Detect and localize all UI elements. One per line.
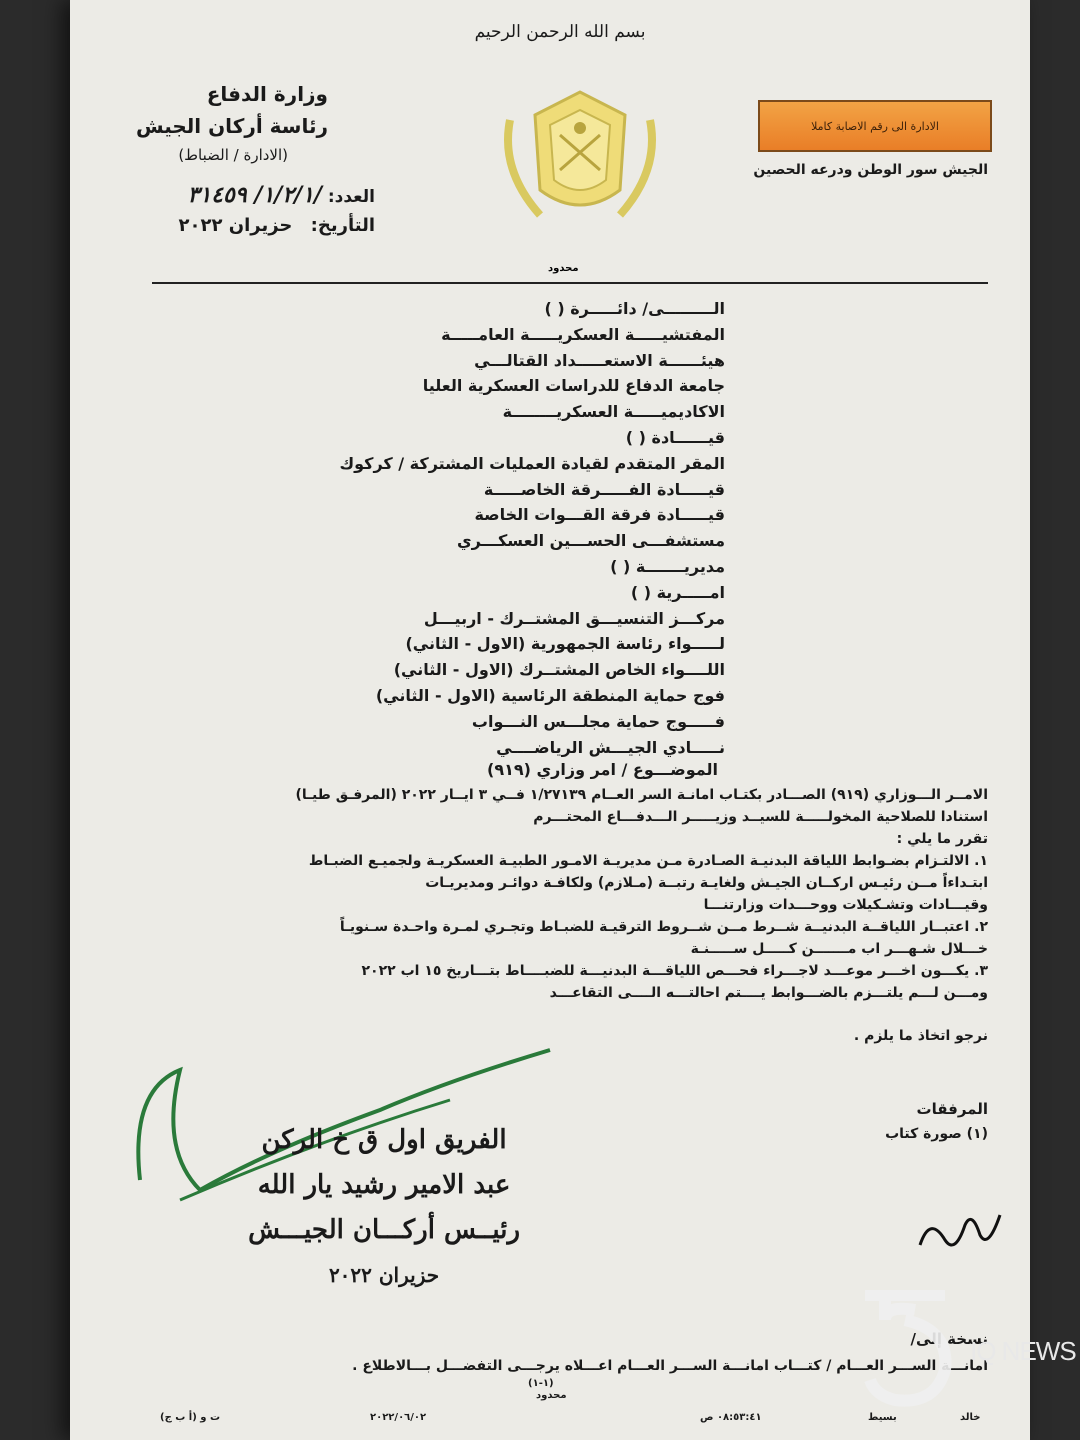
decision-item-2-cont: خـــلال شـهـــر اب مـــــــن كـــــل ســـــنـة bbox=[690, 941, 988, 957]
footer-code: ت و (أ ب ج) bbox=[160, 1412, 221, 1423]
recipient-item: مركـــز التنسيـــق المشتــرك - اربيـــل bbox=[423, 608, 725, 628]
date-label: التأريخ: bbox=[310, 215, 375, 236]
recipient-item: لـــــواء رئاسة الجمهورية (الاول - الثاني) bbox=[405, 634, 725, 654]
watermark-text: IQ NEWS bbox=[970, 1336, 1076, 1366]
recipient-item: فوج حماية المنطقة الرئاسية (الاول - الثاني) bbox=[375, 685, 725, 705]
recipient-item: قيـــــادة فرقة القـــوات الخاصة bbox=[474, 505, 725, 525]
body-line: استنادا للصلاحية المخولـــــة للسيــد وزيـــــر الـــدفـــاع المحتـــرم bbox=[533, 809, 988, 825]
recipient-item: قيــــــادة ( ) bbox=[625, 427, 725, 447]
reference-number bbox=[188, 182, 375, 208]
recipient-item: الاكاديميـــــة العسكريــــــــة bbox=[502, 402, 725, 422]
recipient-item: جامعة الدفاع للدراسات العسكرية العليا bbox=[422, 376, 725, 396]
basmala: بسم الله الرحمن الرحيم bbox=[474, 22, 646, 42]
body-text bbox=[118, 784, 988, 1004]
copy-to-text: امانـــة الســـر العـــام / كتـــاب امانـــة الســـر العـــام اعـــلاه يرجـــى التفضـــل بـــالاطلاع . bbox=[352, 1358, 988, 1374]
closing-request: نرجو اتخاذ ما يلزم . bbox=[853, 1028, 988, 1044]
signatory-title: رئيــس أركـــان الجيـــش bbox=[248, 1215, 520, 1245]
classification-bottom: محدود bbox=[536, 1390, 567, 1401]
signature-date: حزيران ٢٠٢٢ bbox=[328, 1263, 440, 1287]
ministry-name: وزارة الدفاع bbox=[206, 82, 328, 106]
footer-typed-by: بسيط bbox=[868, 1412, 897, 1423]
recipient-item: قيـــــادة الفـــــرقة الخاصـــــة bbox=[483, 479, 725, 499]
decision-item-1-cont: وقيـــادات وتشـكيلات ووحـــدات وزارتنـــا bbox=[703, 897, 988, 913]
footer-date: ٢٠٢٢/٠٦/٠٢ bbox=[370, 1412, 427, 1423]
decision-item-1-cont: ابتـداءاً مــن رئيـس اركــان الجيـش ولغايـة رتبــة (مـلازم) ولكافـة دوائـر ومديريـات bbox=[425, 875, 988, 891]
decision-item-1: ١. الالتـزام بضـوابط اللياقة البدنيـة الصـادرة مـن مديريـة الامـور الطبيـة العسكريـة ولجميـع الضبـاط bbox=[308, 853, 988, 869]
page-number: (١-١) bbox=[528, 1378, 554, 1389]
recipient-item: امـــــرية ( ) bbox=[630, 582, 725, 602]
ref-value: /١/٢/١/ ٣١٤٥٩ bbox=[187, 182, 322, 208]
recipient-item: المفتشيـــــة العسكريـــــة العامـــــة bbox=[441, 324, 725, 344]
body-line: الامــر الـــوزاري (٩١٩) الصـــادر بكتـاب امانـة السر العــام ١/٢٧١٣٩ فــي ٣ ايــار ٢٠٢٢ (المرفـق طيـا) bbox=[295, 787, 988, 803]
signature-block bbox=[248, 1118, 520, 1298]
recipient-item: المقر المتقدم لقيادة العمليات المشتركة / كركوك bbox=[339, 453, 725, 473]
department-name: (الادارة / الضباط) bbox=[178, 146, 288, 164]
decision-item-3: ٣. يكـــون اخـــر موعـــد لاجـــراء فحـــص اللياقـــة البدنيـــة للضبــــاط بتـــاريخ ١٥ اب ٢٠٢٢ bbox=[361, 963, 988, 979]
recipient-item: نـــــادي الجيـــش الرياضــــي bbox=[496, 737, 725, 757]
decision-item-3-cont: ومـــن لـــم يلتـــزم بالضـــوابط يــــتم احالتـــه الــــى التقاعـــد bbox=[549, 985, 988, 1001]
issuer-block bbox=[136, 82, 328, 172]
attachments-title: المرفقات bbox=[916, 1100, 988, 1118]
signatory-rank: الفريق اول ق خ الركن bbox=[261, 1125, 507, 1155]
presidency-name: رئاسة أركان الجيش bbox=[135, 114, 328, 138]
signatory-name: عبد الامير رشيد يار الله bbox=[257, 1170, 511, 1200]
recipient-item: هيئــــــة الاستعـــــداد القتالـــي bbox=[474, 350, 725, 370]
document-date bbox=[179, 215, 376, 236]
recipient-item: الـــــــــى/ دائـــــرة ( ) bbox=[544, 299, 725, 318]
footer-time: ٠٨:٥٣:٤١ ص bbox=[700, 1412, 762, 1423]
decision-item-2: ٢. اعتبــار اللياقــة البدنيــة شــرط مــن شــروط الترقيـة للضبـاط وتجـري لمـرة واحـدة سـنويـاً bbox=[339, 919, 988, 935]
recipient-item: فـــــوج حماية مجلـــس النـــواب bbox=[471, 711, 725, 731]
date-value: حزيران ٢٠٢٢ bbox=[178, 215, 293, 236]
recipient-item: مديريـــــــة ( ) bbox=[610, 556, 725, 576]
recipient-item: مستشفـــى الحســـين العسكـــري bbox=[456, 531, 725, 551]
routing-stamp: الادارة الى رقم الاصابة كاملا bbox=[758, 100, 992, 152]
army-emblem-icon bbox=[480, 80, 680, 230]
classification-top: محدود bbox=[548, 263, 579, 274]
decision-heading: تقرر ما يلي : bbox=[896, 831, 988, 847]
header-divider bbox=[152, 282, 988, 284]
recipient-item: اللــــواء الخاص المشتــرك (الاول - الثاني) bbox=[393, 660, 725, 680]
handwritten-initials-icon bbox=[910, 1195, 1010, 1265]
ref-label: العدد: bbox=[327, 187, 375, 207]
army-motto: الجيش سور الوطن ودرعه الحصين bbox=[753, 162, 988, 178]
attachment-item: (١) صورة كتاب bbox=[885, 1126, 988, 1142]
copy-to-title: نسخة إلى/ bbox=[910, 1330, 988, 1348]
subject-line: الموضـــوع / امر وزاري (٩١٩) bbox=[487, 760, 718, 779]
footer-checked-by: خالد bbox=[960, 1412, 981, 1423]
recipients-list bbox=[339, 296, 725, 760]
